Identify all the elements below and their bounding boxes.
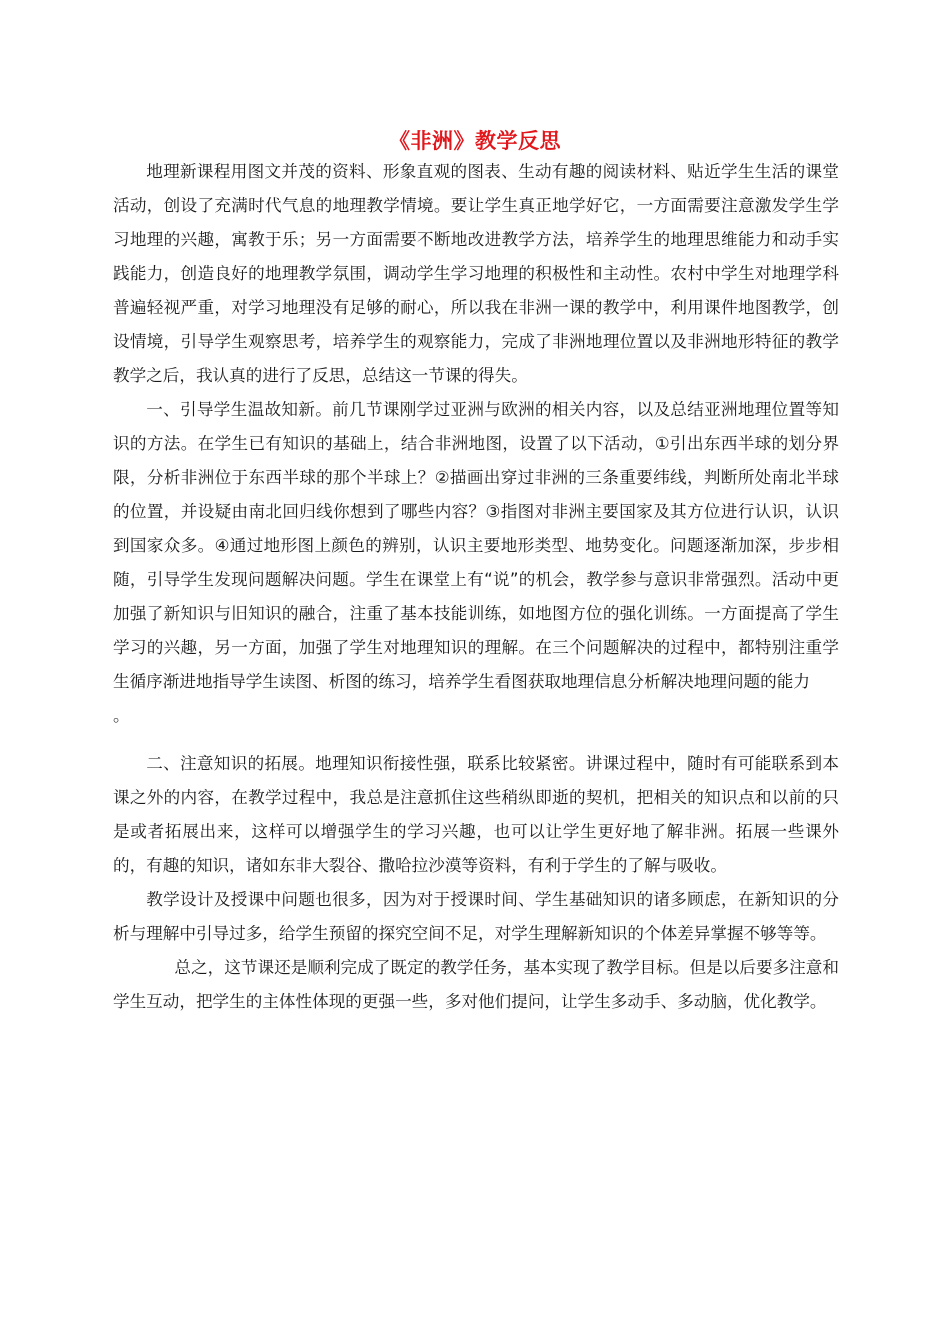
page-title: 《非洲》教学反思 [389,129,561,153]
document-body [113,155,839,1019]
paragraph-intro: 地理新课程用图文并茂的资料、形象直观的图表、生动有趣的阅读材料、贴近学生生活的课堂活动，创设了充满时代气息的地理教学情境。要让学生真正地学好它，一方面需要注意激发学生学习地理的兴趣，寓教于乐；另一方面需要不断地改进教学方法，培养学生的地理思维能力和动手实践能力，创造良好的地理教学氛围，调动学生学习地理的积极性和主动性。农村中学生对地理学科普遍轻视严重，对学习地理没有足够的耐心，所以我在非洲一课的教学中，利用课件地图教学，创设情境，引导学生观察思考，培养学生的观察能力，完成了非洲地理位置以及非洲地形特征的教学教学之后，我认真的进行了反思，总结这一节课的得失。 [113,162,839,385]
paragraph-section-1: 一、引导学生温故知新。前几节课刚学过亚洲与欧洲的相关内容，以及总结亚洲地理位置等知识的方法。在学生已有知识的基础上，结合非洲地图，设置了以下活动，①引出东西半球的划分界限，分析非洲位于东西半球的那个半球上？②描画出穿过非洲的三条重要纬线，判断所处南北半球的位置，并设疑由南北回归线你想到了哪些内容？③指图对非洲主要国家及其方位进行认识，认识到国家众多。④通过地形图上颜色的辨别，认识主要地形类型、地势变化。问题逐渐加深，步步相随，引导学生发现问题解决问题。学生在课堂上有“说”的机会，教学参与意识非常强烈。活动中更加强了新知识与旧知识的融合，注重了基本技能训练，如地图方位的强化训练。一方面提高了学生学习的兴趣，另一方面，加强了学生对地理知识的理解。在三个问题解决的过程中，都特别注重学生循序渐进地指导学生读图、析图的练习，培养学生看图获取地理信息分析解决地理问题的能力 [113,400,839,691]
paragraph-conclusion: 总之，这节课还是顺利完成了既定的教学任务，基本实现了教学目标。但是以后要多注意和学生互动，把学生的主体性体现的更强一些，多对他们提问，让学生多动手、多动脑，优化教学。 [113,958,839,1011]
paragraph-section-2: 二、注意知识的拓展。地理知识衔接性强，联系比较紧密。讲课过程中，随时有可能联系到本课之外的内容，在教学过程中，我总是注意抓住这些稍纵即逝的契机，把相关的知识点和以前的只是或者拓展出来，这样可以增强学生的学习兴趣，也可以让学生更好地了解非洲。拓展一些课外的，有趣的知识，诸如东非大裂谷、撒哈拉沙漠等资料，有利于学生的了解与吸收。 [113,754,839,875]
paragraph-problems: 教学设计及授课中问题也很多，因为对于授课时间、学生基础知识的诸多顾虑，在新知识的分析与理解中引导过多，给学生预留的探究空间不足，对学生理解新知识的个体差异掌握不够等等。 [113,890,839,943]
paragraph-section-1-tail: 。 [113,706,130,725]
